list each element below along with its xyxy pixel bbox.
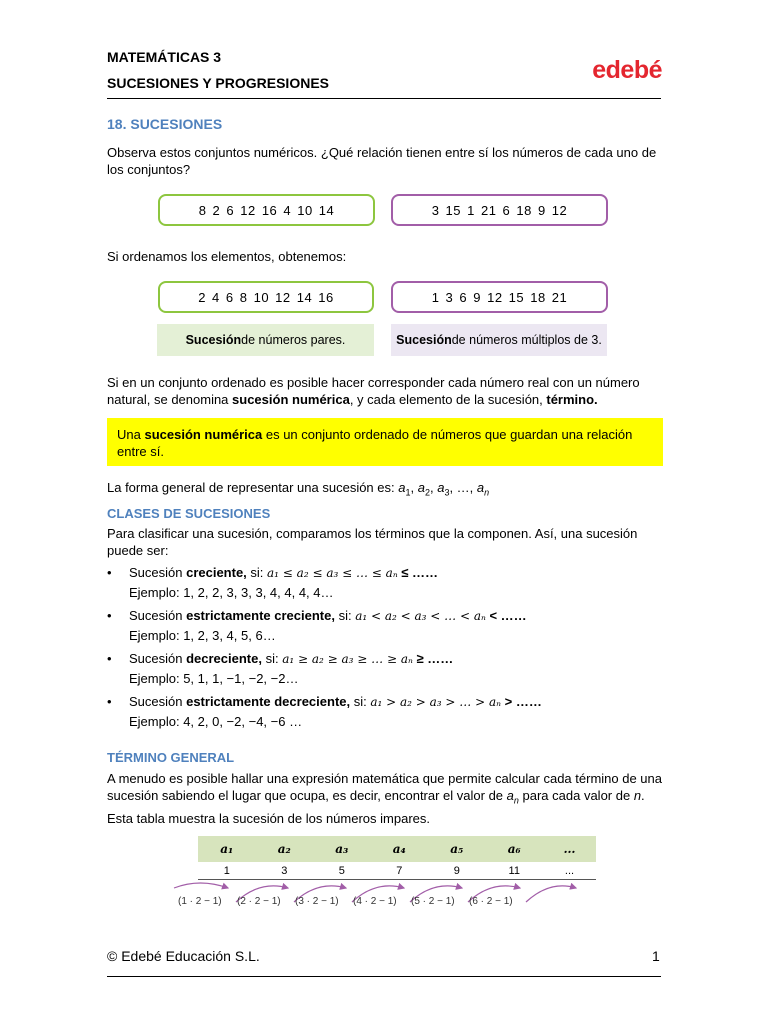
arrow-1 <box>174 883 228 888</box>
gt-text-3: . Esta tabla muestra la sucesión de los números impares. <box>107 788 645 826</box>
intro-paragraph: Observa estos conjuntos numéricos. ¿Qué relación tienen entre sí los números de cada uno de los conjuntos? <box>107 145 657 177</box>
class-example-decreciente: Ejemplo: 5, 1, 1, −1, −2, −2… <box>129 671 299 686</box>
table-header-cell: a₃ <box>313 836 371 862</box>
table-cell: 9 <box>428 862 486 880</box>
definition-bold-1: sucesión numérica <box>232 392 350 407</box>
class-example-estrictamente-creciente: Ejemplo: 1, 2, 3, 4, 5, 6… <box>129 628 276 643</box>
gf-subn: n <box>484 487 490 498</box>
item-math: a₁ < a₂ < a₃ < … < aₙ <box>355 609 486 623</box>
definition-text-2: , y cada elemento de la sucesión, <box>349 392 547 407</box>
expression-1: (1 · 2 − 1) <box>178 896 222 907</box>
item-tail: ≥ …… <box>412 651 454 666</box>
classes-title: CLASES DE SUCESIONES <box>107 506 271 521</box>
gf-an: a <box>476 480 485 495</box>
item-math: a₁ > a₂ > a₃ > … > aₙ <box>370 695 502 709</box>
table-cell: ... <box>543 862 596 880</box>
gt-text-2: para cada valor de <box>518 788 634 803</box>
section-title: 18. SUCESIONES <box>107 116 223 132</box>
purple-set-unordered: 3 15 1 21 6 18 9 12 <box>391 194 608 226</box>
item-math: a₁ ≥ a₂ ≥ a₃ ≥ … ≥ aₙ <box>282 652 413 666</box>
header-divider <box>107 98 661 99</box>
table-header-cell: a₄ <box>371 836 429 862</box>
gt-n: n <box>633 788 642 803</box>
odd-numbers-table <box>198 836 596 880</box>
class-example-estrictamente-decreciente: Ejemplo: 4, 2, 0, −2, −4, −6 … <box>129 714 303 729</box>
gf-a3: a <box>437 480 445 495</box>
footer-copyright: © Edebé Educación S.L. <box>107 948 260 964</box>
gf-sub3: 3 <box>444 487 450 498</box>
bullet-dot: • <box>107 694 112 709</box>
general-term-paragraph <box>107 770 663 827</box>
table-header-cell: … <box>543 836 596 862</box>
purple-label-rest: de números múltiplos de 3. <box>451 333 602 347</box>
table-cell: 3 <box>256 862 314 880</box>
item-pre: Sucesión <box>129 565 187 580</box>
definition-bold-2: término. <box>546 392 598 407</box>
page-number: 1 <box>652 948 660 964</box>
bullet-dot: • <box>107 565 112 580</box>
general-form-text: La forma general de representar una sucesión es: <box>107 480 399 495</box>
highlight-text-post: es un conjunto ordenado de números que guardan una relación entre sí. <box>117 427 633 459</box>
expression-3: (3 · 2 − 1) <box>295 896 339 907</box>
table-cell: 5 <box>313 862 371 880</box>
gf-a2: a <box>417 480 425 495</box>
definition-paragraph <box>107 374 663 408</box>
gf-sub1: 1 <box>405 487 411 498</box>
highlight-bold: sucesión numérica <box>144 427 263 442</box>
gf-a1: a <box>398 480 406 495</box>
item-si: si: <box>334 608 356 623</box>
gt-text-1: A menudo es posible hallar una expresión matemática que permite calcular cada término de una sucesión sabiendo el lugar que ocupa, es decir, encontrar el valor de <box>107 771 662 803</box>
purple-label-bold: Sucesión <box>396 333 452 347</box>
table-cell: 11 <box>486 862 544 880</box>
table-header-cell: a₆ <box>486 836 544 862</box>
definition-text-1: Si en un conjunto ordenado es posible hacer corresponder cada número real con un número natural, se denomina <box>107 375 640 407</box>
table-cell: 1 <box>198 862 256 880</box>
table-header-row <box>198 836 596 862</box>
item-tail: ≤ …… <box>397 565 439 580</box>
footer-divider <box>107 976 661 977</box>
item-si: si: <box>246 565 268 580</box>
item-si: si: <box>261 651 283 666</box>
table-value-row <box>198 862 596 880</box>
expression-5: (5 · 2 − 1) <box>411 896 455 907</box>
class-example-creciente: Ejemplo: 1, 2, 2, 3, 3, 3, 4, 4, 4, 4… <box>129 585 334 600</box>
highlight-text-pre: Una <box>117 427 145 442</box>
gt-an-a: a <box>506 788 514 803</box>
table-header-cell: a₁ <box>198 836 256 862</box>
item-tail: > …… <box>501 694 542 709</box>
classes-intro: Para clasificar una sucesión, comparamos los términos que la componen. Así, una sucesión puede ser: <box>107 526 638 558</box>
expression-6: (6 · 2 − 1) <box>469 896 513 907</box>
item-bold: creciente, <box>186 565 247 580</box>
bullet-dot: • <box>107 651 112 666</box>
subject-title: MATEMÁTICAS 3 <box>107 49 222 65</box>
item-bold: decreciente, <box>186 651 262 666</box>
bullet-dot: • <box>107 608 112 623</box>
arrow-7 <box>526 886 576 902</box>
edebe-logo: edebé <box>592 56 662 84</box>
item-pre: Sucesión <box>129 694 187 709</box>
general-form-line: La forma general de representar una sucesión es: $a_1$, $a_2$, $a_3$, …, $a_n$ <box>107 480 490 498</box>
purple-set-label <box>391 324 607 356</box>
table-header-cell: a₅ <box>428 836 486 862</box>
gf-sub2: 2 <box>424 487 430 498</box>
green-label-rest: de números pares. <box>241 333 346 347</box>
green-set-unordered: 8 2 6 12 16 4 10 14 <box>158 194 375 226</box>
expression-2: (2 · 2 − 1) <box>237 896 281 907</box>
table-header-cell: a₂ <box>256 836 314 862</box>
item-pre: Sucesión <box>129 608 187 623</box>
item-bold: estrictamente decreciente, <box>186 694 351 709</box>
green-label-bold: Sucesión <box>185 333 242 347</box>
item-math: a₁ ≤ a₂ ≤ a₃ ≤ … ≤ aₙ <box>267 566 398 580</box>
gf-sep: , …, <box>449 480 477 495</box>
green-set-label <box>157 324 374 356</box>
item-pre: Sucesión <box>129 651 187 666</box>
gt-an-n: n <box>513 795 519 806</box>
general-term-title: TÉRMINO GENERAL <box>107 750 235 765</box>
ordered-intro: Si ordenamos los elementos, obtenemos: <box>107 249 347 264</box>
green-set-ordered: 2 4 6 8 10 12 14 16 <box>158 281 374 313</box>
item-bold: estrictamente creciente, <box>186 608 335 623</box>
definition-highlight-box <box>107 418 663 466</box>
table-cell: 7 <box>371 862 429 880</box>
expression-4: (4 · 2 − 1) <box>353 896 397 907</box>
purple-set-ordered: 1 3 6 9 12 15 18 21 <box>391 281 608 313</box>
item-tail: < …… <box>485 608 527 623</box>
item-si: si: <box>350 694 371 709</box>
topic-title: SUCESIONES Y PROGRESIONES <box>107 75 329 91</box>
